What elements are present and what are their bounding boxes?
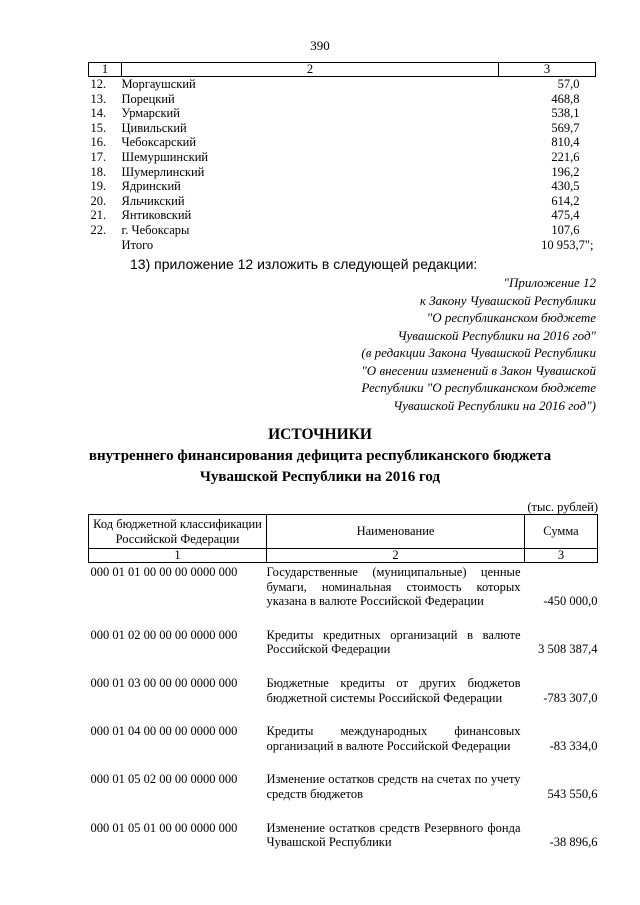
table-row — [89, 672, 598, 720]
appendix-line: (в редакции Закона Чувашской Республики — [361, 345, 596, 360]
table-row — [89, 768, 598, 816]
district-name: Урмарский — [121, 106, 180, 121]
row-number: 17. — [90, 149, 107, 164]
document-title: ИСТОЧНИКИ — [268, 426, 372, 443]
row-number: 14. — [90, 106, 107, 121]
budget-code: 000 01 05 02 00 00 0000 000 — [90, 772, 238, 787]
district-name: г. Чебоксары — [121, 222, 190, 237]
appendix-heading — [300, 274, 596, 414]
district-name: Порецкий — [121, 91, 175, 106]
source-sum: 543 550,6 — [547, 786, 598, 801]
page-number: 390 — [310, 38, 330, 53]
district-value: 810,4 — [551, 135, 580, 150]
source-sum: -38 896,6 — [549, 835, 598, 850]
row-number: 16. — [90, 135, 107, 150]
row-number: 19. — [90, 179, 107, 194]
appendix-line: "Приложение 12 — [503, 275, 596, 290]
appendix-line: к Закону Чувашской Республики — [419, 292, 596, 308]
table-row — [89, 194, 596, 209]
sources-table-index — [89, 549, 598, 563]
district-value: 614,2 — [551, 193, 580, 208]
source-sum: -450 000,0 — [543, 594, 598, 609]
appendix-line: Чувашской Республики на 2016 год") — [393, 397, 596, 413]
appendix-line: "О республиканском бюджете — [426, 310, 596, 325]
budget-code: 000 01 02 00 00 00 0000 000 — [90, 627, 238, 642]
header-col-1: 1 — [89, 63, 122, 77]
units-label: (тыс. рублей) — [527, 500, 598, 514]
district-value: 57,0 — [557, 77, 580, 91]
regional-table-header — [89, 63, 596, 77]
row-number: 15. — [90, 120, 107, 135]
total-value: 10 953,7"; — [541, 237, 594, 252]
header-code: Код бюджетной классификации Российской Федерации — [89, 515, 267, 549]
district-name: Цивильский — [121, 120, 187, 135]
index-col-3: 3 — [525, 549, 598, 563]
district-value: 468,8 — [551, 91, 580, 106]
source-sum: 3 508 387,4 — [538, 642, 598, 657]
district-value: 538,1 — [551, 106, 580, 121]
amendment-instruction: 13) приложение 12 изложить в следующей редакции: — [130, 256, 478, 272]
appendix-line: Республики "О республиканском бюджете — [361, 380, 596, 395]
district-value: 430,5 — [551, 179, 580, 194]
district-name: Яльчикский — [121, 193, 185, 208]
table-row — [89, 624, 598, 672]
table-row — [89, 563, 598, 624]
source-sum: -783 307,0 — [543, 690, 598, 705]
district-name: Шемуршинский — [121, 149, 209, 164]
total-row — [89, 238, 596, 253]
document-subtitle: внутреннего финансирования дефицита республиканского бюджета — [88, 448, 552, 464]
budget-code: 000 01 03 00 00 00 0000 000 — [90, 675, 238, 690]
row-number: 22. — [90, 222, 107, 237]
index-col-2: 2 — [267, 549, 525, 563]
table-row — [89, 165, 596, 180]
district-name: Ядринский — [121, 179, 181, 194]
total-label: Итого — [121, 237, 154, 252]
row-number: 20. — [90, 193, 107, 208]
table-row — [89, 720, 598, 768]
document-subtitle-2: Чувашской Республики на 2016 год — [199, 469, 441, 485]
district-value: 196,2 — [551, 164, 580, 179]
row-number: 13. — [90, 91, 107, 106]
table-row — [89, 179, 596, 194]
table-row — [89, 223, 596, 238]
table-row — [89, 208, 596, 223]
appendix-line: Чувашской Республики на 2016 год" — [397, 327, 596, 343]
regional-table — [88, 62, 596, 252]
district-value: 221,6 — [551, 149, 580, 164]
district-name: Янтиковский — [121, 208, 192, 223]
district-value: 569,7 — [551, 120, 580, 135]
source-name: Изменение остатков средств Резервного фонда Чувашской Республики — [266, 820, 521, 850]
source-name: Государственные (муниципальные) ценные бумаги, номинальная стоимость которых указана в валюте Российской Федерации — [266, 565, 521, 609]
source-name: Кредиты кредитных организаций в валюте Российской Федерации — [266, 627, 521, 657]
district-value: 107,6 — [551, 222, 580, 237]
table-row — [89, 92, 596, 107]
table-row — [89, 121, 596, 136]
source-sum: -83 334,0 — [549, 738, 598, 753]
header-name: Наименование — [267, 515, 525, 549]
header-col-2: 2 — [122, 63, 499, 77]
row-number: 21. — [90, 208, 107, 223]
sources-table — [88, 514, 598, 865]
district-value: 475,4 — [551, 208, 580, 223]
district-name: Чебоксарский — [121, 135, 197, 150]
header-sum: Сумма — [525, 515, 598, 549]
source-name: Изменение остатков средств на счетах по учету средств бюджетов — [266, 772, 521, 801]
table-row — [89, 77, 596, 92]
source-name: Кредиты международных финансовых организаций в валюте Российской Федерации — [266, 724, 521, 753]
header-col-3: 3 — [499, 63, 596, 77]
table-row — [89, 106, 596, 121]
row-number: 12. — [90, 77, 107, 91]
row-number: 18. — [90, 164, 107, 179]
table-row — [89, 817, 598, 865]
index-col-1: 1 — [89, 549, 267, 563]
budget-code: 000 01 04 00 00 00 0000 000 — [90, 724, 238, 739]
district-name: Моргаушский — [121, 77, 196, 91]
sources-table-header — [89, 515, 598, 549]
appendix-line: "О внесении изменений в Закон Чувашской — [361, 362, 596, 378]
budget-code: 000 01 01 00 00 00 0000 000 — [90, 565, 238, 579]
budget-code: 000 01 05 01 00 00 0000 000 — [90, 820, 238, 835]
source-name: Бюджетные кредиты от других бюджетов бюджетной системы Российской Федерации — [266, 675, 521, 705]
table-row — [89, 135, 596, 150]
district-name: Шумерлинский — [121, 164, 205, 179]
table-row — [89, 150, 596, 165]
